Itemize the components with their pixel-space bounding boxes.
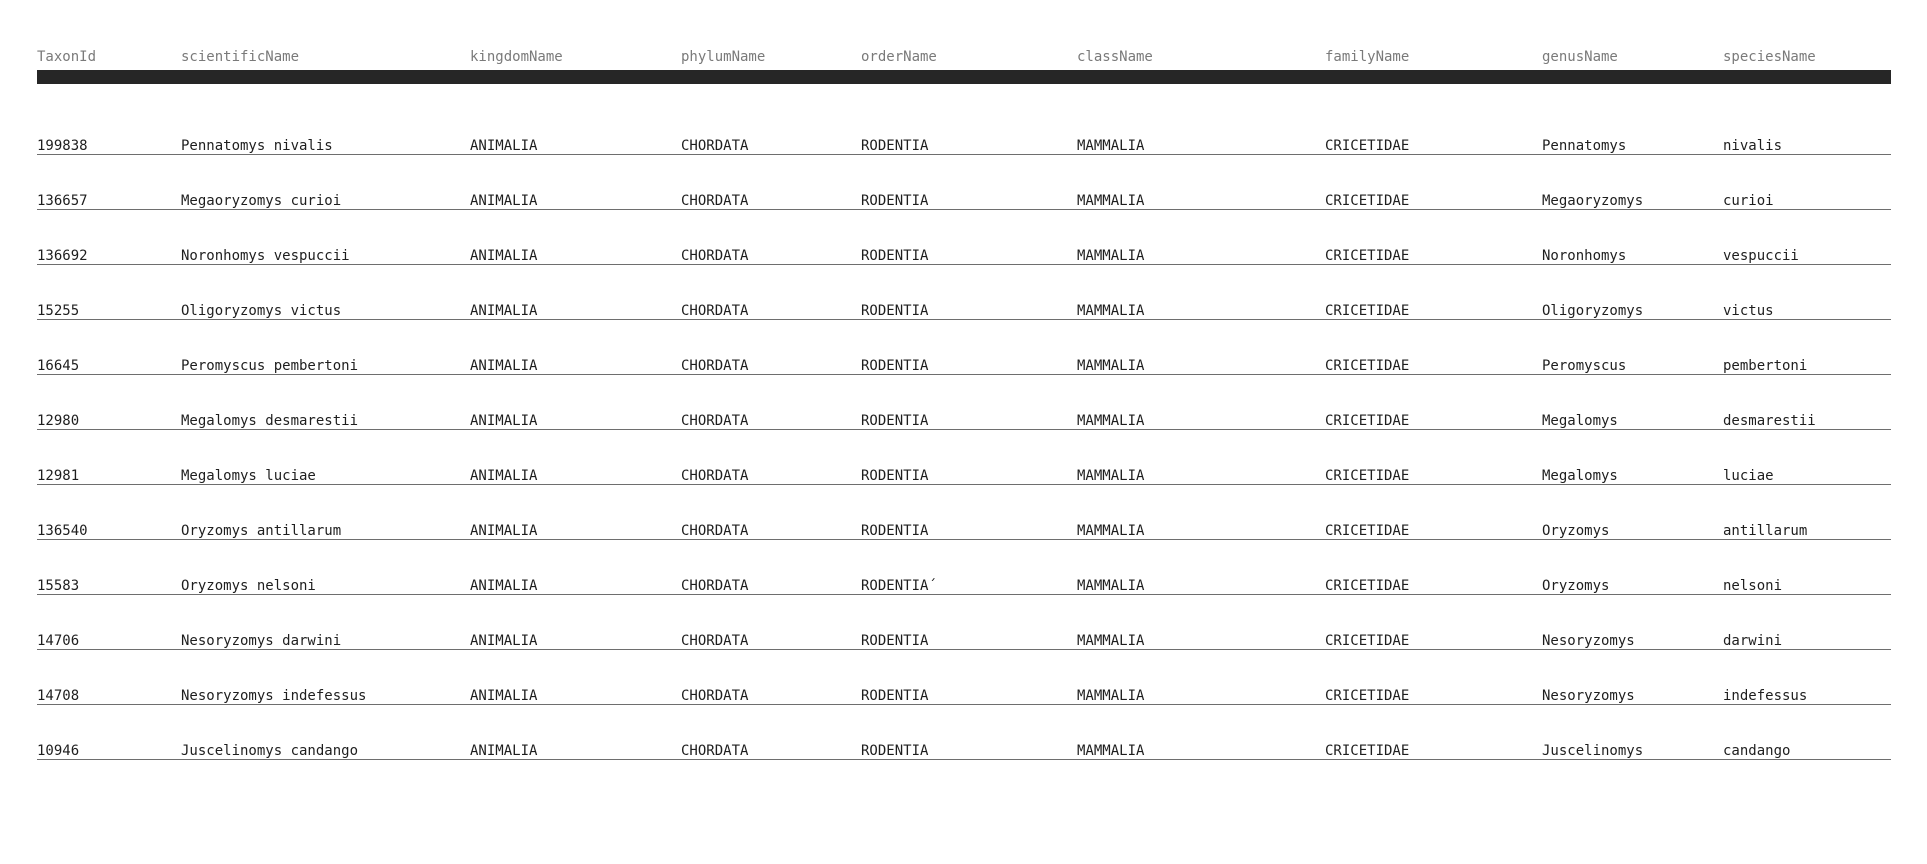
cell-scientificname: Nesoryzomys darwini — [181, 633, 342, 649]
cell-speciesname: candango — [1723, 743, 1791, 759]
cell-kingdomname: ANIMALIA — [470, 743, 538, 759]
cell-ordername: RODENTIA — [861, 193, 929, 209]
cell-speciesname: victus — [1723, 303, 1774, 319]
cell-familyname: CRICETIDAE — [1325, 358, 1410, 374]
table-row[interactable] — [37, 265, 1891, 320]
table-row[interactable] — [37, 705, 1891, 760]
cell-phylumname: CHORDATA — [681, 193, 749, 209]
cell-taxonid: 15255 — [37, 303, 80, 319]
cell-classname: MAMMALIA — [1077, 248, 1145, 264]
cell-ordername: RODENTIA — [861, 248, 929, 264]
cell-classname: MAMMALIA — [1077, 358, 1145, 374]
cell-speciesname: nelsoni — [1723, 578, 1783, 594]
cell-kingdomname: ANIMALIA — [470, 523, 538, 539]
column-header-familyname[interactable]: familyName — [1325, 49, 1410, 65]
cell-taxonid: 14706 — [37, 633, 80, 649]
cell-taxonid: 12980 — [37, 413, 80, 429]
cell-taxonid: 16645 — [37, 358, 80, 374]
table-row[interactable] — [37, 100, 1891, 155]
cell-genusname: Megalomys — [1542, 468, 1618, 484]
taxon-table — [37, 0, 1891, 69]
cell-ordername: RODENTIA — [861, 633, 929, 649]
cell-kingdomname: ANIMALIA — [470, 413, 538, 429]
cell-phylumname: CHORDATA — [681, 688, 749, 704]
cell-taxonid: 136540 — [37, 523, 88, 539]
cell-ordername: RODENTIA — [861, 688, 929, 704]
cell-kingdomname: ANIMALIA — [470, 193, 538, 209]
cell-phylumname: CHORDATA — [681, 468, 749, 484]
cell-scientificname: Nesoryzomys indefessus — [181, 688, 367, 704]
cell-classname: MAMMALIA — [1077, 633, 1145, 649]
cell-scientificname: Megaoryzomys curioi — [181, 193, 342, 209]
cell-classname: MAMMALIA — [1077, 523, 1145, 539]
cell-speciesname: vespuccii — [1723, 248, 1799, 264]
cell-genusname: Juscelinomys — [1542, 743, 1644, 759]
cell-phylumname: CHORDATA — [681, 523, 749, 539]
cell-familyname: CRICETIDAE — [1325, 743, 1410, 759]
cell-familyname: CRICETIDAE — [1325, 633, 1410, 649]
cell-genusname: Nesoryzomys — [1542, 633, 1635, 649]
cell-kingdomname: ANIMALIA — [470, 248, 538, 264]
cell-classname: MAMMALIA — [1077, 688, 1145, 704]
cell-phylumname: CHORDATA — [681, 743, 749, 759]
cell-scientificname: Oryzomys antillarum — [181, 523, 342, 539]
cell-familyname: CRICETIDAE — [1325, 578, 1410, 594]
column-header-scientificname[interactable]: scientificName — [181, 49, 300, 65]
cell-taxonid: 12981 — [37, 468, 80, 484]
cell-classname: MAMMALIA — [1077, 138, 1145, 154]
cell-classname: MAMMALIA — [1077, 743, 1145, 759]
cell-ordername: RODENTIA´ — [861, 578, 937, 594]
cell-ordername: RODENTIA — [861, 743, 929, 759]
cell-classname: MAMMALIA — [1077, 578, 1145, 594]
cell-phylumname: CHORDATA — [681, 248, 749, 264]
table-row[interactable] — [37, 595, 1891, 650]
cell-classname: MAMMALIA — [1077, 413, 1145, 429]
cell-genusname: Oligoryzomys — [1542, 303, 1644, 319]
cell-speciesname: darwini — [1723, 633, 1783, 649]
cell-ordername: RODENTIA — [861, 358, 929, 374]
cell-scientificname: Noronhomys vespuccii — [181, 248, 350, 264]
column-header-genusname[interactable]: genusName — [1542, 49, 1618, 65]
table-row[interactable] — [37, 320, 1891, 375]
cell-taxonid: 136692 — [37, 248, 88, 264]
cell-familyname: CRICETIDAE — [1325, 413, 1410, 429]
cell-speciesname: luciae — [1723, 468, 1774, 484]
cell-classname: MAMMALIA — [1077, 193, 1145, 209]
cell-phylumname: CHORDATA — [681, 303, 749, 319]
column-header-phylumname[interactable]: phylumName — [681, 49, 766, 65]
header-divider-bar — [37, 70, 1891, 84]
cell-genusname: Nesoryzomys — [1542, 688, 1635, 704]
column-header-taxonid[interactable]: TaxonId — [37, 49, 97, 65]
cell-genusname: Peromyscus — [1542, 358, 1627, 374]
cell-scientificname: Pennatomys nivalis — [181, 138, 333, 154]
cell-familyname: CRICETIDAE — [1325, 523, 1410, 539]
table-row[interactable] — [37, 430, 1891, 485]
cell-kingdomname: ANIMALIA — [470, 358, 538, 374]
cell-phylumname: CHORDATA — [681, 138, 749, 154]
cell-taxonid: 15583 — [37, 578, 80, 594]
table-body — [37, 100, 1891, 760]
cell-genusname: Noronhomys — [1542, 248, 1627, 264]
cell-familyname: CRICETIDAE — [1325, 248, 1410, 264]
cell-ordername: RODENTIA — [861, 138, 929, 154]
cell-phylumname: CHORDATA — [681, 633, 749, 649]
cell-taxonid: 136657 — [37, 193, 88, 209]
cell-phylumname: CHORDATA — [681, 358, 749, 374]
cell-ordername: RODENTIA — [861, 413, 929, 429]
column-header-classname[interactable]: className — [1077, 49, 1153, 65]
cell-scientificname: Megalomys luciae — [181, 468, 316, 484]
table-row[interactable] — [37, 540, 1891, 595]
cell-kingdomname: ANIMALIA — [470, 688, 538, 704]
table-header-row — [37, 0, 1891, 69]
cell-scientificname: Juscelinomys candango — [181, 743, 359, 759]
cell-speciesname: desmarestii — [1723, 413, 1816, 429]
table-row[interactable] — [37, 375, 1891, 430]
cell-speciesname: nivalis — [1723, 138, 1783, 154]
table-row[interactable] — [37, 485, 1891, 540]
column-header-speciesname[interactable]: speciesName — [1723, 49, 1816, 65]
table-row[interactable] — [37, 155, 1891, 210]
cell-kingdomname: ANIMALIA — [470, 138, 538, 154]
cell-ordername: RODENTIA — [861, 303, 929, 319]
cell-taxonid: 10946 — [37, 743, 80, 759]
cell-familyname: CRICETIDAE — [1325, 303, 1410, 319]
cell-taxonid: 14708 — [37, 688, 80, 704]
cell-genusname: Oryzomys — [1542, 578, 1610, 594]
cell-genusname: Pennatomys — [1542, 138, 1627, 154]
cell-familyname: CRICETIDAE — [1325, 193, 1410, 209]
table-row[interactable] — [37, 650, 1891, 705]
column-header-ordername[interactable]: orderName — [861, 49, 937, 65]
column-header-kingdomname[interactable]: kingdomName — [470, 49, 563, 65]
cell-familyname: CRICETIDAE — [1325, 138, 1410, 154]
cell-ordername: RODENTIA — [861, 523, 929, 539]
cell-kingdomname: ANIMALIA — [470, 468, 538, 484]
cell-genusname: Megalomys — [1542, 413, 1618, 429]
cell-scientificname: Peromyscus pembertoni — [181, 358, 359, 374]
cell-scientificname: Megalomys desmarestii — [181, 413, 359, 429]
cell-kingdomname: ANIMALIA — [470, 633, 538, 649]
cell-familyname: CRICETIDAE — [1325, 468, 1410, 484]
cell-phylumname: CHORDATA — [681, 413, 749, 429]
cell-genusname: Oryzomys — [1542, 523, 1610, 539]
table-row[interactable] — [37, 210, 1891, 265]
cell-speciesname: curioi — [1723, 193, 1774, 209]
cell-kingdomname: ANIMALIA — [470, 303, 538, 319]
cell-genusname: Megaoryzomys — [1542, 193, 1644, 209]
cell-kingdomname: ANIMALIA — [470, 578, 538, 594]
cell-phylumname: CHORDATA — [681, 578, 749, 594]
cell-scientificname: Oryzomys nelsoni — [181, 578, 316, 594]
cell-speciesname: indefessus — [1723, 688, 1808, 704]
cell-speciesname: pembertoni — [1723, 358, 1808, 374]
cell-scientificname: Oligoryzomys victus — [181, 303, 342, 319]
cell-familyname: CRICETIDAE — [1325, 688, 1410, 704]
cell-classname: MAMMALIA — [1077, 303, 1145, 319]
cell-ordername: RODENTIA — [861, 468, 929, 484]
cell-speciesname: antillarum — [1723, 523, 1808, 539]
cell-classname: MAMMALIA — [1077, 468, 1145, 484]
cell-taxonid: 199838 — [37, 138, 88, 154]
